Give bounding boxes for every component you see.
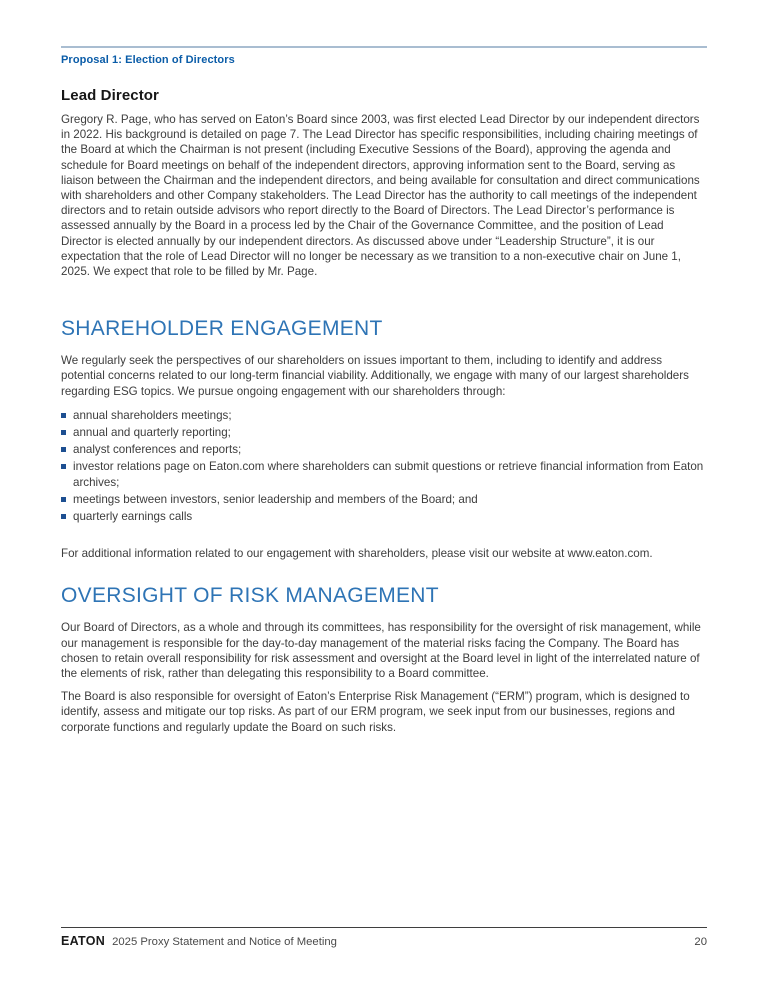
bullet-text: investor relations page on Eaton.com where shareholders can submit questions or retrieve financial information from Eaton archives; xyxy=(73,460,704,489)
top-divider xyxy=(61,46,707,48)
list-item xyxy=(61,442,707,457)
lead-director-paragraph: Gregory R. Page, who has served on Eaton’s Board since 2003, was first elected Lead Director by our independent directors in 2022. His background is detailed on page 7. The Lead Director has specific responsibilities, including chairing meetings of the Board at which the Chairman is not present (including Executive Sessions of the Board), approving the agenda and schedule for Board meetings on behalf of the independent directors, approving information sent to the Board, serving as liaison between the Chairman and the independent directors, and being available for consultation and direct communications with shareholders and other Company stakeholders. The Lead Director has the authority to call meetings of the independent directors and to retain outside advisors who report directly to the Board of Directors. The Lead Director’s performance is assessed annually by the Board in a process led by the Chair of the Governance Committee, and the position of Lead Director is elected annually by our independent directors. As discussed above under “Leadership Structure”, it is our expectation that the role of Lead Director will no longer be necessary as we transition to a non-executive chair on June 1, 2025. We expect that role to be filled by Mr. Page. xyxy=(61,113,700,279)
lead-director-heading: Lead Director xyxy=(61,87,159,104)
risk-management-paragraph-1: Our Board of Directors, as a whole and through its committees, has responsibility for the oversight of risk management, while our management is responsible for the day-to-day management of the material risks facing the Company. The Board has chosen to retain overall responsibility for risk assessment and oversight at the Board level in light of the interrelated nature of the elements of risk, rather than delegating this responsibility to a Board committee. xyxy=(61,621,701,681)
page-number: 20 xyxy=(694,936,707,948)
list-item xyxy=(61,425,707,440)
risk-management-paragraph-2: The Board is also responsible for oversight of Eaton’s Enterprise Risk Management (“ERM”) program, which is designed to identify, assess and mitigate our top risks. As part of our ERM program, we seek input from our businesses, regions and corporate functions and regularly update the Board on such risks. xyxy=(61,690,690,734)
bullet-text: meetings between investors, senior leadership and members of the Board; and xyxy=(73,492,478,506)
engagement-bullet-list xyxy=(61,408,707,524)
eaton-wordmark: EATON xyxy=(61,934,106,948)
shareholder-engagement-outro: For additional information related to our engagement with shareholders, please visit our website at www.eaton.com. xyxy=(61,547,653,561)
bullet-text: annual and quarterly reporting; xyxy=(73,426,231,440)
bullet-square-icon xyxy=(61,464,66,469)
footer-title: 2025 Proxy Statement and Notice of Meeting xyxy=(112,936,337,948)
bullet-text: quarterly earnings calls xyxy=(73,510,193,524)
bullet-text: analyst conferences and reports; xyxy=(73,443,242,457)
bullet-square-icon xyxy=(61,497,66,502)
shareholder-engagement-heading: SHAREHOLDER ENGAGEMENT xyxy=(61,317,383,341)
footer-divider xyxy=(61,927,707,928)
list-item xyxy=(61,509,707,524)
footer-row xyxy=(61,934,707,948)
list-item xyxy=(61,459,707,489)
page-footer xyxy=(61,927,707,948)
list-item xyxy=(61,492,707,507)
breadcrumb: Proposal 1: Election of Directors xyxy=(61,54,235,66)
bullet-square-icon xyxy=(61,430,66,435)
bullet-text: annual shareholders meetings; xyxy=(73,408,232,422)
bullet-square-icon xyxy=(61,447,66,452)
list-item xyxy=(61,408,707,423)
bullet-square-icon xyxy=(61,514,66,519)
risk-management-heading: OVERSIGHT OF RISK MANAGEMENT xyxy=(61,584,439,608)
bullet-square-icon xyxy=(61,413,66,418)
shareholder-engagement-intro: We regularly seek the perspectives of our shareholders on issues important to them, including to identify and address potential concerns related to our long-term financial viability. Additionally, we engage with many of our largest shareholders regarding ESG topics. We pursue ongoing engagement with our shareholders through: xyxy=(61,354,689,398)
